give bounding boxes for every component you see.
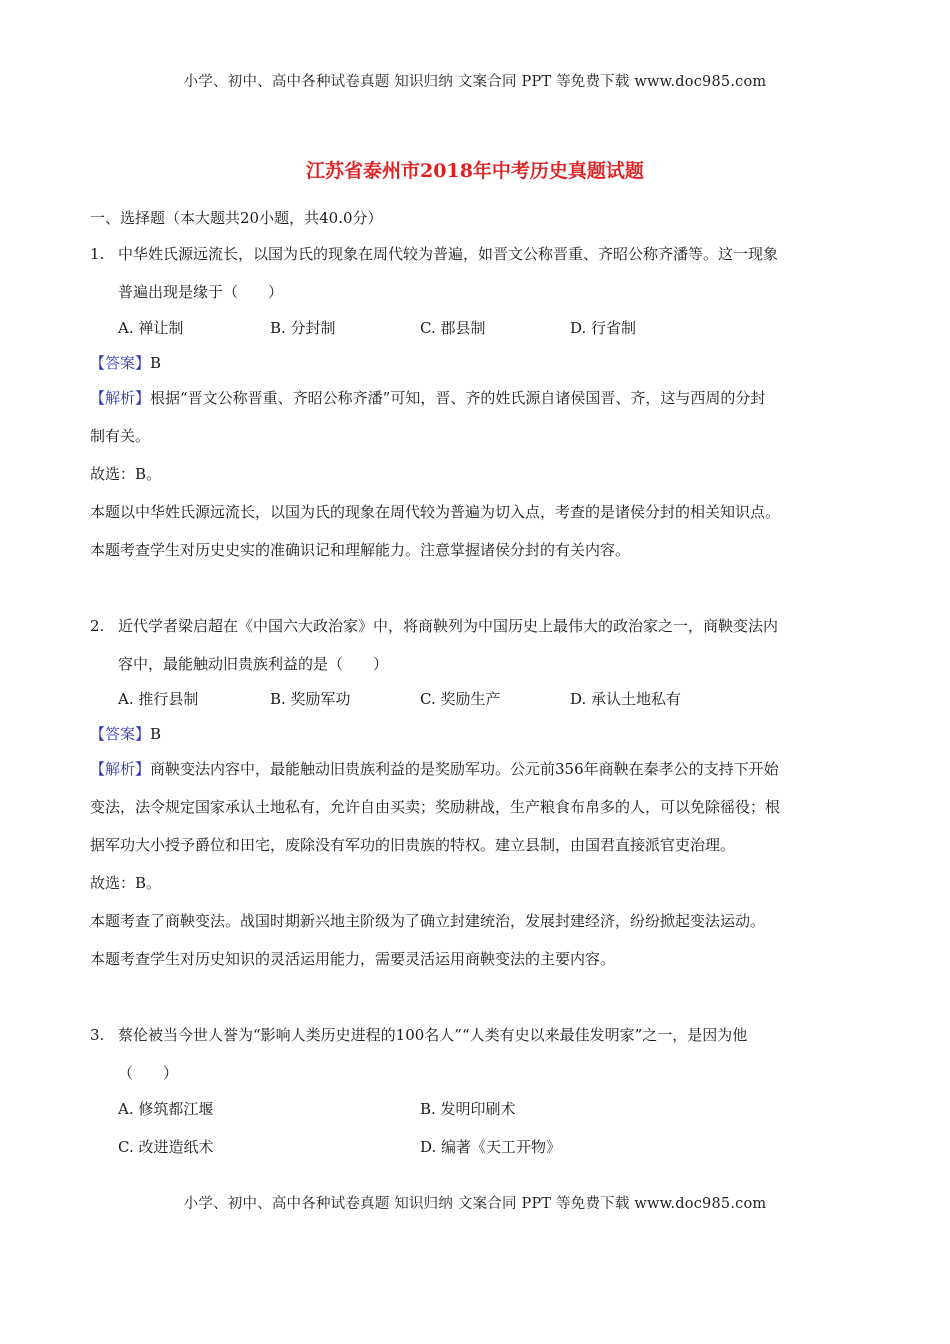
question-text: 中华姓氏源远流长，以国为氏的现象在周代较为普遍，如晋文公称晋重、齐昭公称齐潘等。这一现象: [118, 245, 779, 263]
q2-note-1: 本题考查了商鞅变法。战国时期新兴地主阶级为了确立封建统治，发展封建经济，纷纷掀起变法运动。: [90, 912, 766, 930]
question-number: 3.: [90, 1026, 105, 1044]
question-1-stem-cont: 普遍出现是缘于（ ）: [118, 283, 284, 301]
q1-note-1: 本题以中华姓氏源远流长，以国为氏的现象在周代较为普遍为切入点，考查的是诸侯分封的相关知识点。: [90, 503, 781, 521]
analysis-label: 【解析】: [90, 760, 151, 778]
q3-option-b: B. 发明印刷术: [420, 1100, 516, 1118]
question-2-stem-cont: 容中，最能触动旧贵族利益的是（ ）: [118, 655, 389, 673]
q3-option-d: D. 编著《天工开物》: [420, 1138, 562, 1156]
question-2-stem: [90, 616, 870, 636]
q1-note-2: 本题考查学生对历史史实的准确识记和理解能力。注意掌握诸侯分封的有关内容。: [90, 541, 631, 559]
answer-value: B: [150, 725, 162, 743]
q1-answer: [90, 353, 870, 373]
question-3-stem-cont: （ ）: [118, 1064, 179, 1082]
q2-option-d: D. 承认土地私有: [570, 690, 682, 708]
q2-choose: 故选：B。: [90, 874, 162, 892]
q3-option-c: C. 改进造纸术: [118, 1138, 214, 1156]
analysis-text: 商鞅变法内容中，最能触动旧贵族利益的是奖励军功。公元前356年商鞅在秦孝公的支持下开始: [150, 760, 779, 778]
q2-note-2: 本题考查学生对历史知识的灵活运用能力，需要灵活运用商鞅变法的主要内容。: [90, 950, 616, 968]
q1-option-b: B. 分封制: [270, 319, 336, 337]
page-header: 小学、初中、高中各种试卷真题 知识归纳 文案合同 PPT 等免费下载 www.doc985.com: [183, 74, 767, 90]
q1-option-d: D. 行省制: [570, 319, 637, 337]
q1-choose: 故选：B。: [90, 465, 162, 483]
answer-value: B: [150, 354, 162, 372]
q2-option-c: C. 奖励生产: [420, 690, 501, 708]
analysis-text: 根据“晋文公称晋重、齐昭公称齐潘”可知，晋、齐的姓氏源自诸侯国晋、齐，这与西周的分封: [150, 389, 766, 407]
q1-analysis: [90, 388, 870, 408]
analysis-label: 【解析】: [90, 389, 151, 407]
q3-option-a: A. 修筑都江堰: [118, 1100, 214, 1118]
q2-analysis: [90, 759, 870, 779]
q2-option-a: A. 推行县制: [118, 690, 199, 708]
q1-option-a: A. 禅让制: [118, 319, 184, 337]
answer-label: 【答案】: [90, 354, 151, 372]
q1-option-c: C. 郡县制: [420, 319, 486, 337]
question-number: 1.: [90, 245, 105, 263]
q2-analysis-cont-1: 变法，法令规定国家承认土地私有，允许自由买卖；奖励耕战，生产粮食布帛多的人，可以免除徭役；根: [90, 798, 781, 816]
page-footer: 小学、初中、高中各种试卷真题 知识归纳 文案合同 PPT 等免费下载 www.doc985.com: [183, 1196, 767, 1212]
section-heading: 一、选择题（本大题共20小题，共40.0分）: [90, 209, 383, 227]
question-text: 近代学者梁启超在《中国六大政治家》中，将商鞅列为中国历史上最伟大的政治家之一，商鞅变法内: [118, 617, 779, 635]
q2-option-b: B. 奖励军功: [270, 690, 351, 708]
document-title: 江苏省泰州市2018年中考历史真题试题: [306, 160, 644, 182]
question-number: 2.: [90, 617, 105, 635]
question-3-stem: [90, 1025, 870, 1045]
question-text: 蔡伦被当今世人誉为“影响人类历史进程的100名人”“人类有史以来最佳发明家”之一，是因为他: [118, 1026, 748, 1044]
q2-answer: [90, 724, 870, 744]
question-1-stem: [90, 244, 870, 264]
q1-analysis-cont: 制有关。: [90, 427, 151, 445]
answer-label: 【答案】: [90, 725, 151, 743]
q2-analysis-cont-2: 据军功大小授予爵位和田宅，废除没有军功的旧贵族的特权。建立县制，由国君直接派官吏治理。: [90, 836, 736, 854]
